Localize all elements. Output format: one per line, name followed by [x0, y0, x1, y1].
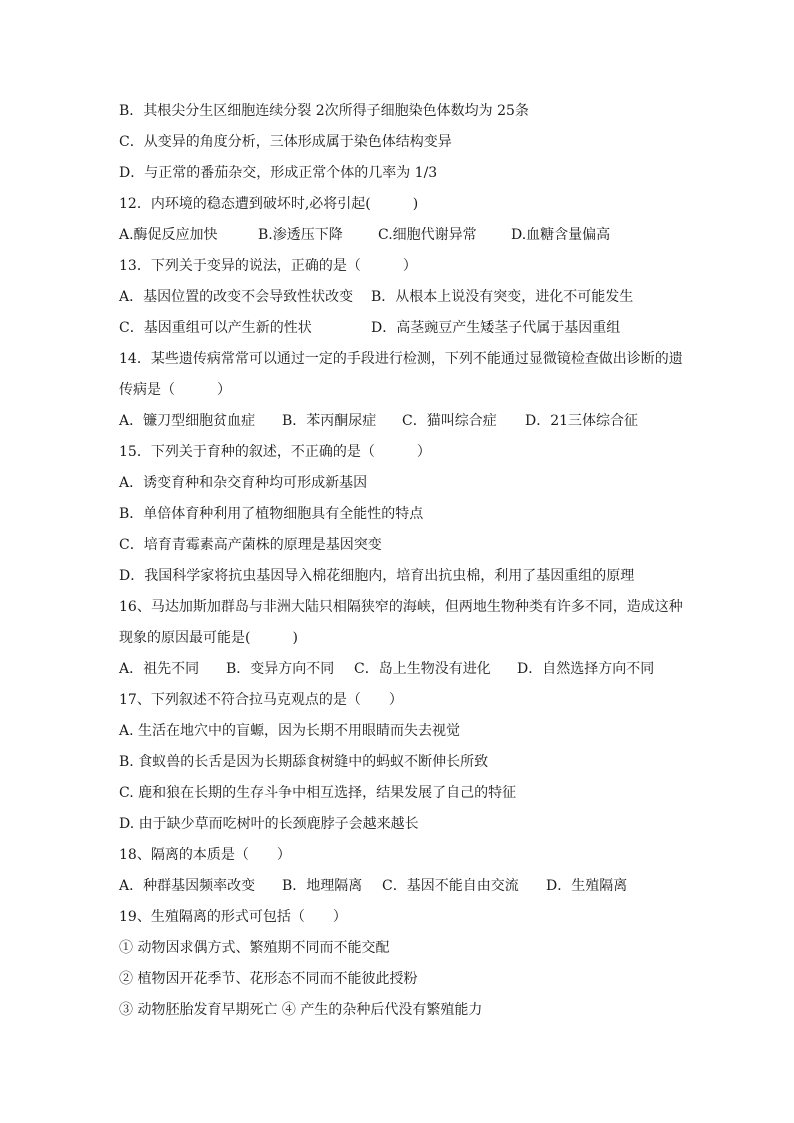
- q15-option-b: B．单倍体育种利用了植物细胞具有全能性的特点: [119, 506, 424, 522]
- q16-stem-line2: 现象的原因最可能是( ): [119, 630, 298, 646]
- q14-option-c: C．猫叫综合症: [402, 413, 497, 429]
- q13-row2: [119, 313, 699, 344]
- q13-option-a: A．基因位置的改变不会导致性状改变: [119, 289, 354, 305]
- q16-option-b: B．变异方向不同: [226, 661, 335, 677]
- q16-option-c: C．岛上生物没有进化: [354, 661, 491, 677]
- q13-row1: [119, 282, 699, 313]
- q18-options: [119, 871, 699, 902]
- q15-option-d: D．我国科学家将抗虫基因导入棉花细胞内，培育出抗虫棉，利用了基因重组的原理: [119, 568, 635, 584]
- q14-stem-line1: 14．某些遗传病常常可以通过一定的手段进行检测，下列不能通过显微镜检查做出诊断的遗: [119, 351, 683, 367]
- q16-stem-line1: 16、马达加斯加群岛与非洲大陆只相隔狭窄的海峡，但两地生物种类有许多不同，造成这种: [119, 599, 683, 615]
- q11-option-c: C．从变异的角度分析，三体形成属于染色体结构变异: [119, 134, 452, 150]
- q18-option-d: D．生殖隔离: [546, 878, 628, 894]
- q19-item-2: ② 植物因开花季节、花形态不同而不能彼此授粉: [119, 971, 418, 987]
- q16-option-d: D．自然选择方向不同: [517, 661, 655, 677]
- q15-stem: 15．下列关于育种的叙述，不正确的是（ ）: [119, 444, 431, 460]
- q19-stem: 19、生殖隔离的形式可包括（ ）: [119, 909, 347, 925]
- q14-option-b: B．苯丙酮尿症: [282, 413, 377, 429]
- q14-option-d: D．21三体综合征: [525, 413, 639, 429]
- q17-option-d: D. 由于缺少草而吃树叶的长颈鹿脖子会越来越长: [119, 816, 419, 832]
- q13-option-b: B．从根本上说没有突变，进化不可能发生: [371, 289, 634, 305]
- q11-option-d: D．与正常的番茄杂交，形成正常个体的几率为 1/3: [119, 165, 438, 181]
- q12-option-d: D.血糖含量偏高: [511, 227, 611, 243]
- q17-stem: 17、下列叙述不符合拉马克观点的是（ ）: [119, 692, 403, 708]
- exam-page: [119, 96, 699, 1026]
- q12-option-b: B.渗透压下降: [258, 227, 343, 243]
- q12-stem: 12．内环境的稳态遭到破坏时,必将引起( ): [119, 196, 419, 212]
- q11-option-b: B．其根尖分生区细胞连续分裂 2次所得子细胞染色体数均为 25条: [119, 103, 529, 119]
- q17-option-a: A. 生活在地穴中的盲螈，因为长期不用眼睛而失去视觉: [119, 723, 461, 739]
- q12-option-a: A.酶促反应加快: [119, 227, 218, 243]
- q17-option-b: B. 食蚁兽的长舌是因为长期舔食树缝中的蚂蚁不断伸长所致: [119, 754, 489, 770]
- q13-option-c: C．基因重组可以产生新的性状: [119, 320, 312, 336]
- q16-options: [119, 654, 699, 685]
- q13-option-d: D．高茎豌豆产生矮茎子代属于基因重组: [371, 320, 621, 336]
- q19-item-1: ① 动物因求偶方式、繁殖期不同而不能交配: [119, 940, 390, 956]
- q14-option-a: A．镰刀型细胞贫血症: [119, 413, 256, 429]
- q17-option-c: C. 鹿和狼在长期的生存斗争中相互选择，结果发展了自己的特征: [119, 785, 517, 801]
- q18-option-b: B．地理隔离: [282, 878, 363, 894]
- q12-options: [119, 220, 699, 251]
- q14-options: [119, 406, 699, 437]
- q12-option-c: C.细胞代谢异常: [378, 227, 477, 243]
- q14-stem-line2: 传病是（ ）: [119, 382, 231, 398]
- q15-option-a: A．诱变育种和杂交育种均可形成新基因: [119, 475, 368, 491]
- q18-option-c: C．基因不能自由交流: [382, 878, 519, 894]
- q18-stem: 18、隔离的本质是（ ）: [119, 847, 291, 863]
- q15-option-c: C．培育青霉素高产菌株的原理是基因突变: [119, 537, 382, 553]
- q19-item-3: ③ 动物胚胎发育早期死亡 ④ 产生的杂种后代没有繁殖能力: [119, 1002, 483, 1018]
- q18-option-a: A．种群基因频率改变: [119, 878, 256, 894]
- q13-stem: 13．下列关于变异的说法，正确的是（ ）: [119, 258, 417, 274]
- q16-option-a: A．祖先不同: [119, 661, 200, 677]
